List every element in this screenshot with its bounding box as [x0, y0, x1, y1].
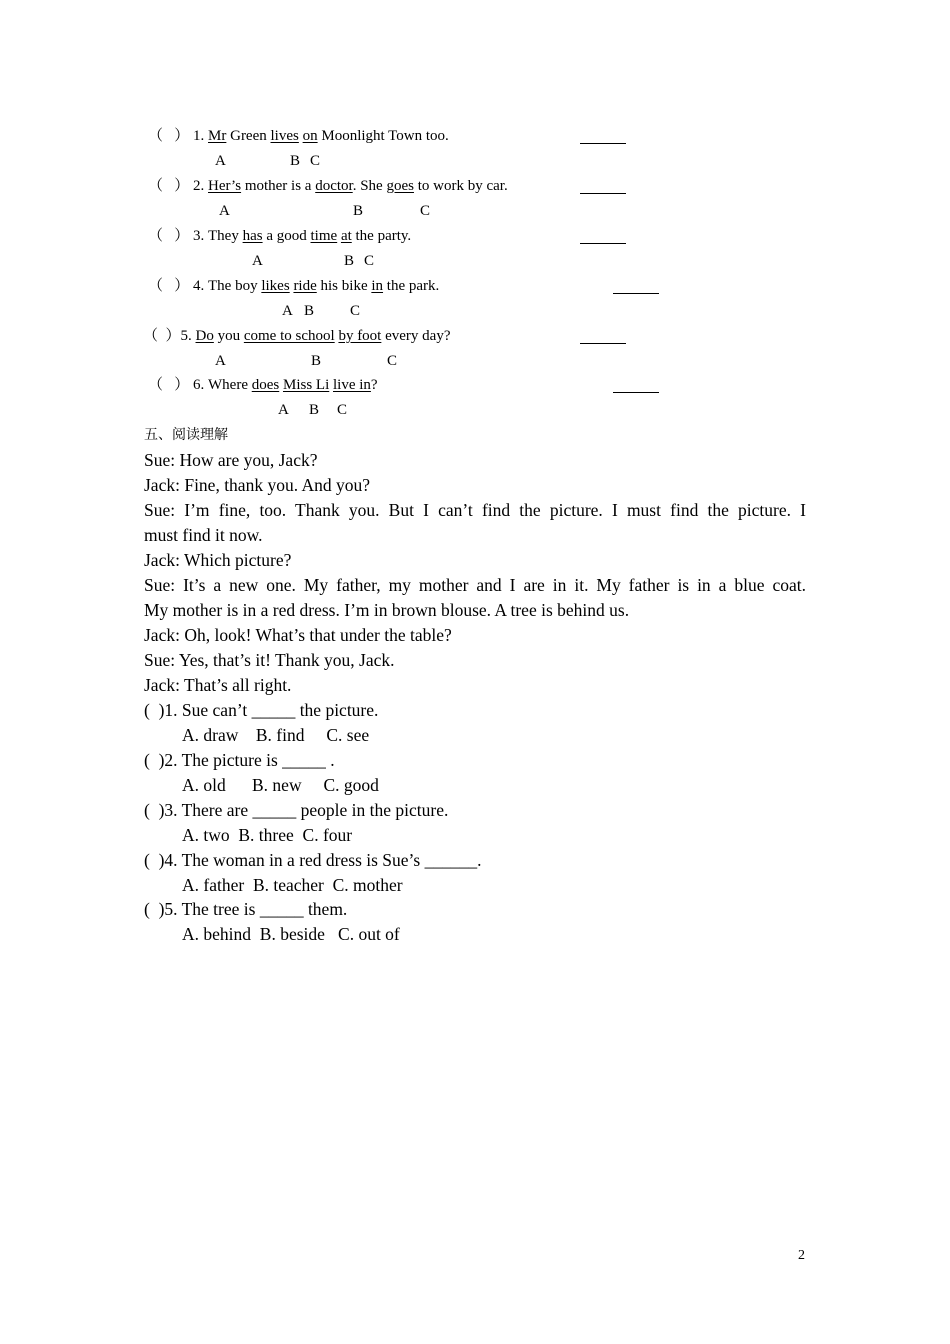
- correction-blank[interactable]: [580, 193, 626, 194]
- option-mark: B: [311, 353, 322, 369]
- dialogue-line: Sue: It’s a new one. My father, my mother and I are in it. My father is in a blue coat.: [144, 575, 806, 595]
- page-number: 2: [798, 1248, 805, 1263]
- question-options: A. father B. teacher C. mother: [182, 875, 403, 895]
- option-mark: C: [350, 303, 361, 319]
- answer-paren[interactable]: （ ）: [148, 178, 190, 194]
- question-options: A. draw B. find C. see: [182, 725, 370, 745]
- error-item-3: （ ） 3. They has a good time at the party.: [148, 228, 412, 244]
- answer-paren[interactable]: （ ）: [148, 278, 190, 294]
- correction-blank[interactable]: [580, 243, 626, 244]
- error-item-1: （ ） 1. Mr Green lives on Moonlight Town too.: [148, 128, 449, 144]
- option-mark: B: [304, 303, 315, 319]
- option-mark: C: [387, 353, 398, 369]
- question[interactable]: ( )4. The woman in a red dress is Sue’s ______.: [144, 850, 482, 870]
- option-mark: C: [420, 203, 431, 219]
- correction-blank[interactable]: [580, 343, 626, 344]
- option-mark: A: [219, 203, 230, 219]
- question[interactable]: ( )3. There are _____ people in the picture.: [144, 800, 449, 820]
- dialogue-line: Sue: I’m fine, too. Thank you. But I can’t find the picture. I must find the picture. I: [144, 500, 806, 520]
- option-mark: A: [278, 402, 289, 418]
- error-item-2: （ ） 2. Her’s mother is a doctor. She goes to work by car.: [148, 178, 508, 194]
- question[interactable]: ( )2. The picture is _____ .: [144, 750, 335, 770]
- option-mark: B: [344, 253, 355, 269]
- correction-blank[interactable]: [613, 293, 659, 294]
- option-mark: B: [290, 153, 301, 169]
- answer-paren[interactable]: （ ）: [148, 377, 190, 393]
- question-options: A. behind B. beside C. out of: [182, 924, 400, 944]
- dialogue-line: Jack: Fine, thank you. And you?: [144, 475, 371, 495]
- option-mark: B: [309, 402, 320, 418]
- dialogue-line: Jack: Oh, look! What’s that under the table?: [144, 625, 452, 645]
- error-item-6: （ ） 6. Where does Miss Li live in?: [148, 377, 378, 393]
- question[interactable]: ( )5. The tree is _____ them.: [144, 899, 348, 919]
- option-mark: A: [215, 153, 226, 169]
- correction-blank[interactable]: [580, 143, 626, 144]
- dialogue-line: Sue: How are you, Jack?: [144, 450, 318, 470]
- dialogue-line: Jack: Which picture?: [144, 550, 292, 570]
- answer-paren[interactable]: （ ）: [148, 128, 190, 144]
- question-options: A. two B. three C. four: [182, 825, 353, 845]
- option-mark: C: [337, 402, 348, 418]
- section-title: 五、阅读理解: [144, 427, 228, 443]
- answer-paren[interactable]: （ ）: [143, 328, 181, 344]
- option-mark: A: [252, 253, 263, 269]
- answer-paren[interactable]: （ ）: [148, 228, 190, 244]
- dialogue-line: Jack: That’s all right.: [144, 675, 292, 695]
- correction-blank[interactable]: [613, 392, 659, 393]
- option-mark: A: [215, 353, 226, 369]
- question-options: A. old B. new C. good: [182, 775, 379, 795]
- option-mark: A: [282, 303, 293, 319]
- option-mark: C: [364, 253, 375, 269]
- option-mark: C: [310, 153, 321, 169]
- question[interactable]: ( )1. Sue can’t _____ the picture.: [144, 700, 379, 720]
- dialogue-line: My mother is in a red dress. I’m in brown blouse. A tree is behind us.: [144, 600, 630, 620]
- option-mark: B: [353, 203, 364, 219]
- error-item-4: （ ） 4. The boy likes ride his bike in the park.: [148, 278, 440, 294]
- dialogue-line: must find it now.: [144, 525, 263, 545]
- dialogue-line: Sue: Yes, that’s it! Thank you, Jack.: [144, 650, 395, 670]
- error-item-5: （ ）5. Do you come to school by foot every day?: [143, 328, 451, 344]
